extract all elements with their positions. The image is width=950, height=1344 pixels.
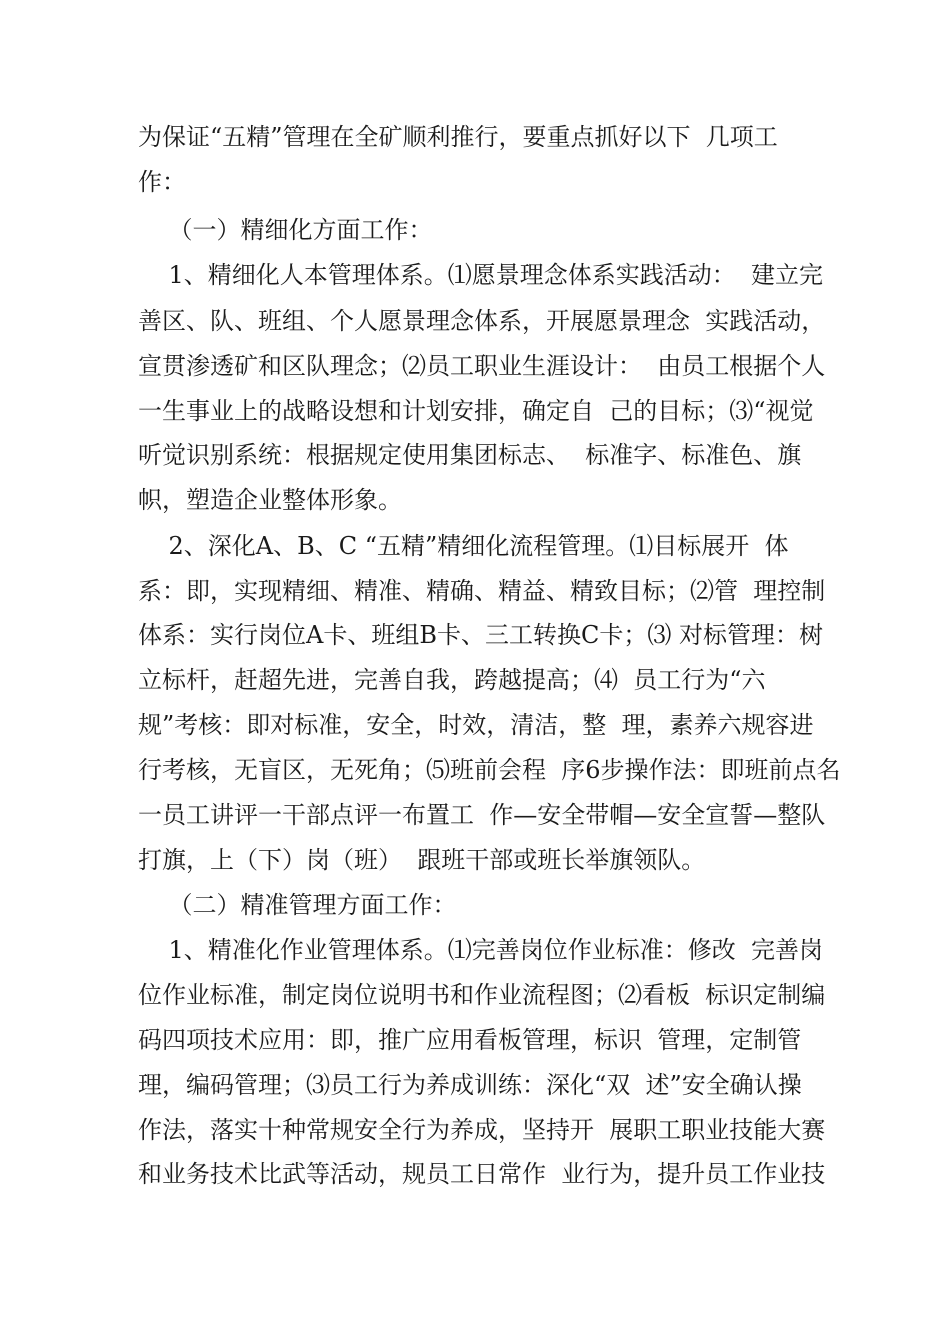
paragraph-line: 系：即，实现精细、精准、精确、精益、精致目标；⑵管 理控制: [138, 577, 826, 605]
paragraph-line: 理，编码管理；⑶员工行为养成训练：深化“双 述”安全确认操: [138, 1071, 802, 1099]
paragraph-line: 码四项技术应用：即，推广应用看板管理，标识 管理，定制管: [138, 1026, 802, 1054]
paragraph-line: 宣贯渗透矿和区队理念；⑵员工职业生涯设计： 由员工根据个人: [138, 352, 826, 380]
paragraph-line: 2、深化A、B、C “五精”精细化流程管理。⑴目标展开 体: [138, 532, 789, 560]
paragraph-line: 体系：实行岗位A卡、班组B卡、三工转换C卡；⑶ 对标管理：树: [138, 621, 823, 649]
paragraph-line: 一员工讲评一干部点评一布置工 作—安全带帽—安全宣誓—整队: [138, 801, 826, 829]
paragraph-line: 1、精细化人本管理体系。⑴愿景理念体系实践活动： 建立完: [138, 261, 824, 289]
section-heading: （一）精细化方面工作：: [138, 216, 433, 244]
paragraph-line: 作法，落实十种常规安全行为养成，坚持开 展职工职业技能大赛: [138, 1116, 826, 1144]
paragraph-line: 一生事业上的战略设想和计划安排，确定自 己的目标；⑶“视觉: [138, 397, 814, 425]
paragraph-line: 听觉识别系统：根据规定使用集团标志、 标准字、标准色、旗: [138, 441, 802, 469]
paragraph-line: 规”考核：即对标准，安全，时效，清洁，整 理，素养六规容进: [138, 711, 814, 739]
paragraph-line: 行考核，无盲区，无死角；⑸班前会程 序6步操作法：即班前点名: [138, 756, 841, 784]
paragraph-line: 作：: [138, 168, 186, 196]
paragraph-line: 为保证“五精”管理在全矿顺利推行，要重点抓好以下 几项工: [138, 123, 778, 151]
section-heading: （二）精准管理方面工作：: [138, 891, 457, 919]
paragraph-line: 善区、队、班组、个人愿景理念体系，开展愿景理念 实践活动，: [138, 307, 826, 335]
paragraph-line: 帜，塑造企业整体形象。: [138, 486, 402, 514]
paragraph-line: 和业务技术比武等活动，规员工日常作 业行为，提升员工作业技: [138, 1160, 826, 1188]
paragraph-line: 打旗，上（下）岗（班） 跟班干部或班长举旗领队。: [138, 846, 706, 874]
paragraph-line: 1、精准化作业管理体系。⑴完善岗位作业标准：修改 完善岗: [138, 936, 824, 964]
paragraph-line: 立标杆，赶超先进，完善自我，跨越提高；⑷ 员工行为“六: [138, 666, 766, 694]
paragraph-line: 位作业标准，制定岗位说明书和作业流程图；⑵看板 标识定制编: [138, 981, 826, 1009]
